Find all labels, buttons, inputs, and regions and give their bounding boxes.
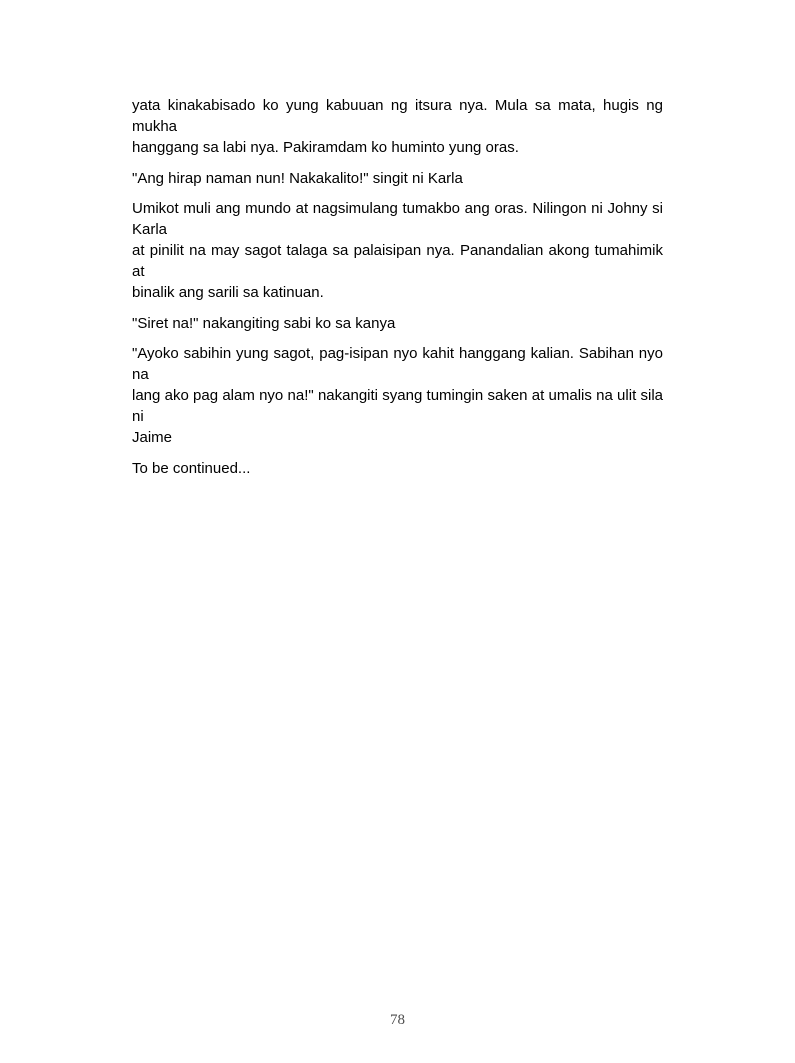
text-line: Umikot muli ang mundo at nagsimulang tumakbo ang oras. Nilingon ni Johny si Karla <box>132 200 663 238</box>
story-text <box>132 95 663 488</box>
paragraph <box>132 313 663 334</box>
text-line: at pinilit na may sagot talaga sa palaisipan nya. Panandalian akong tumahimik at <box>132 242 663 280</box>
paragraph <box>132 458 663 479</box>
paragraph <box>132 343 663 448</box>
text-line: Jaime <box>132 429 173 446</box>
text-line: lang ako pag alam nyo na!" nakangiti syang tumingin saken at umalis na ulit sila ni <box>132 387 663 425</box>
paragraph <box>132 198 663 303</box>
text-line: yata kinakabisado ko yung kabuuan ng itsura nya. Mula sa mata, hugis ng mukha <box>132 97 663 135</box>
text-line: "Ayoko sabihin yung sagot, pag-isipan nyo kahit hanggang kalian. Sabihan nyo na <box>132 345 663 383</box>
text-line: "Ang hirap naman nun! Nakakalito!" singit ni Karla <box>132 169 463 187</box>
paragraph <box>132 95 663 158</box>
text-line: hanggang sa labi nya. Pakiramdam ko huminto yung oras. <box>132 139 519 156</box>
text-line: binalik ang sarili sa katinuan. <box>132 284 324 301</box>
text-line: "Siret na!" nakangiting sabi ko sa kanya <box>132 314 396 332</box>
page-number: 78 <box>390 1012 405 1028</box>
text-line: To be continued... <box>132 459 251 477</box>
paragraph <box>132 168 663 189</box>
